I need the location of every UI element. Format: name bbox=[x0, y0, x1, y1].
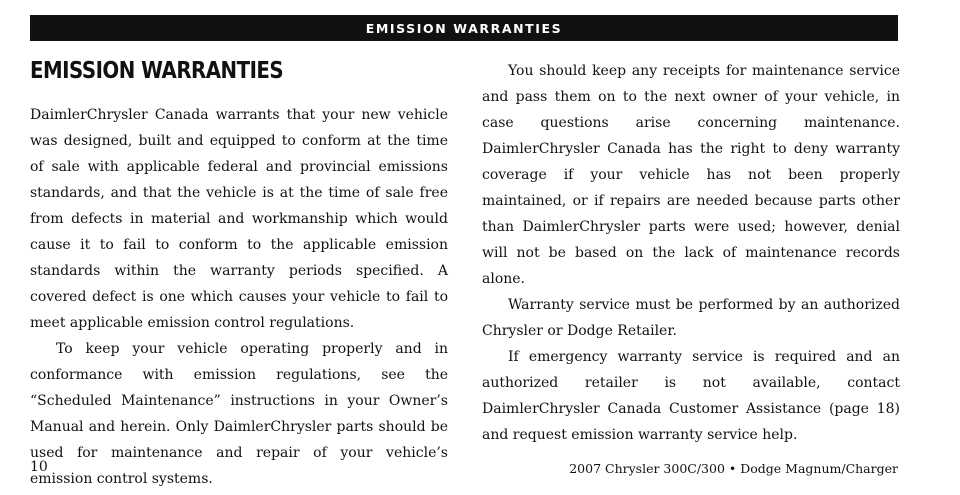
paragraph-maintenance-conformance: To keep your vehicle operating properly and in conformance with emission regulations, see the “Scheduled Maintenance” instructions in your Owner’s Manual and herein. Only DaimlerChrysler parts should be used for maintenance and repair of your vehicle’s emission control systems. bbox=[30, 341, 448, 487]
right-column bbox=[482, 58, 900, 448]
section-title: EMISSION WARRANTIES bbox=[30, 58, 284, 84]
paragraph-receipts: You should keep any receipts for maintenance service and pass them on to the next owner of your vehicle, in case questions arise concerning maintenance. DaimlerChrysler Canada has the right to deny warranty coverage if your vehicle has not been properly maintained, or if repairs are needed because parts other than DaimlerChrysler parts were used; however, denial will not be based on the lack of maintenance records alone. bbox=[482, 63, 900, 287]
page-number: 10 bbox=[30, 459, 48, 475]
paragraph-warranty-coverage: DaimlerChrysler Canada warrants that your new vehicle was designed, built and equipped to conform at the time of sale with applicable federal and provincial emissions standards, and that the vehicle is at the time of sale free from defects in material and workmanship which would cause it to fail to conform to the applicable emission standards within the warranty periods specified. A covered defect is one which causes your vehicle to fail to meet applicable emission control regulations. bbox=[30, 107, 448, 331]
left-column bbox=[30, 102, 448, 492]
paragraph-authorized-service: Warranty service must be performed by an authorized Chrysler or Dodge Retailer. bbox=[482, 297, 900, 339]
paragraph-emergency-service: If emergency warranty service is required and an authorized retailer is not available, contact DaimlerChrysler Canada Customer Assistance (page 18) and request emission warranty service help. bbox=[482, 349, 900, 443]
footer-book-title: 2007 Chrysler 300C/300 • Dodge Magnum/Charger bbox=[569, 461, 898, 476]
header-banner-text: EMISSION WARRANTIES bbox=[365, 20, 563, 36]
header-banner bbox=[30, 15, 898, 41]
